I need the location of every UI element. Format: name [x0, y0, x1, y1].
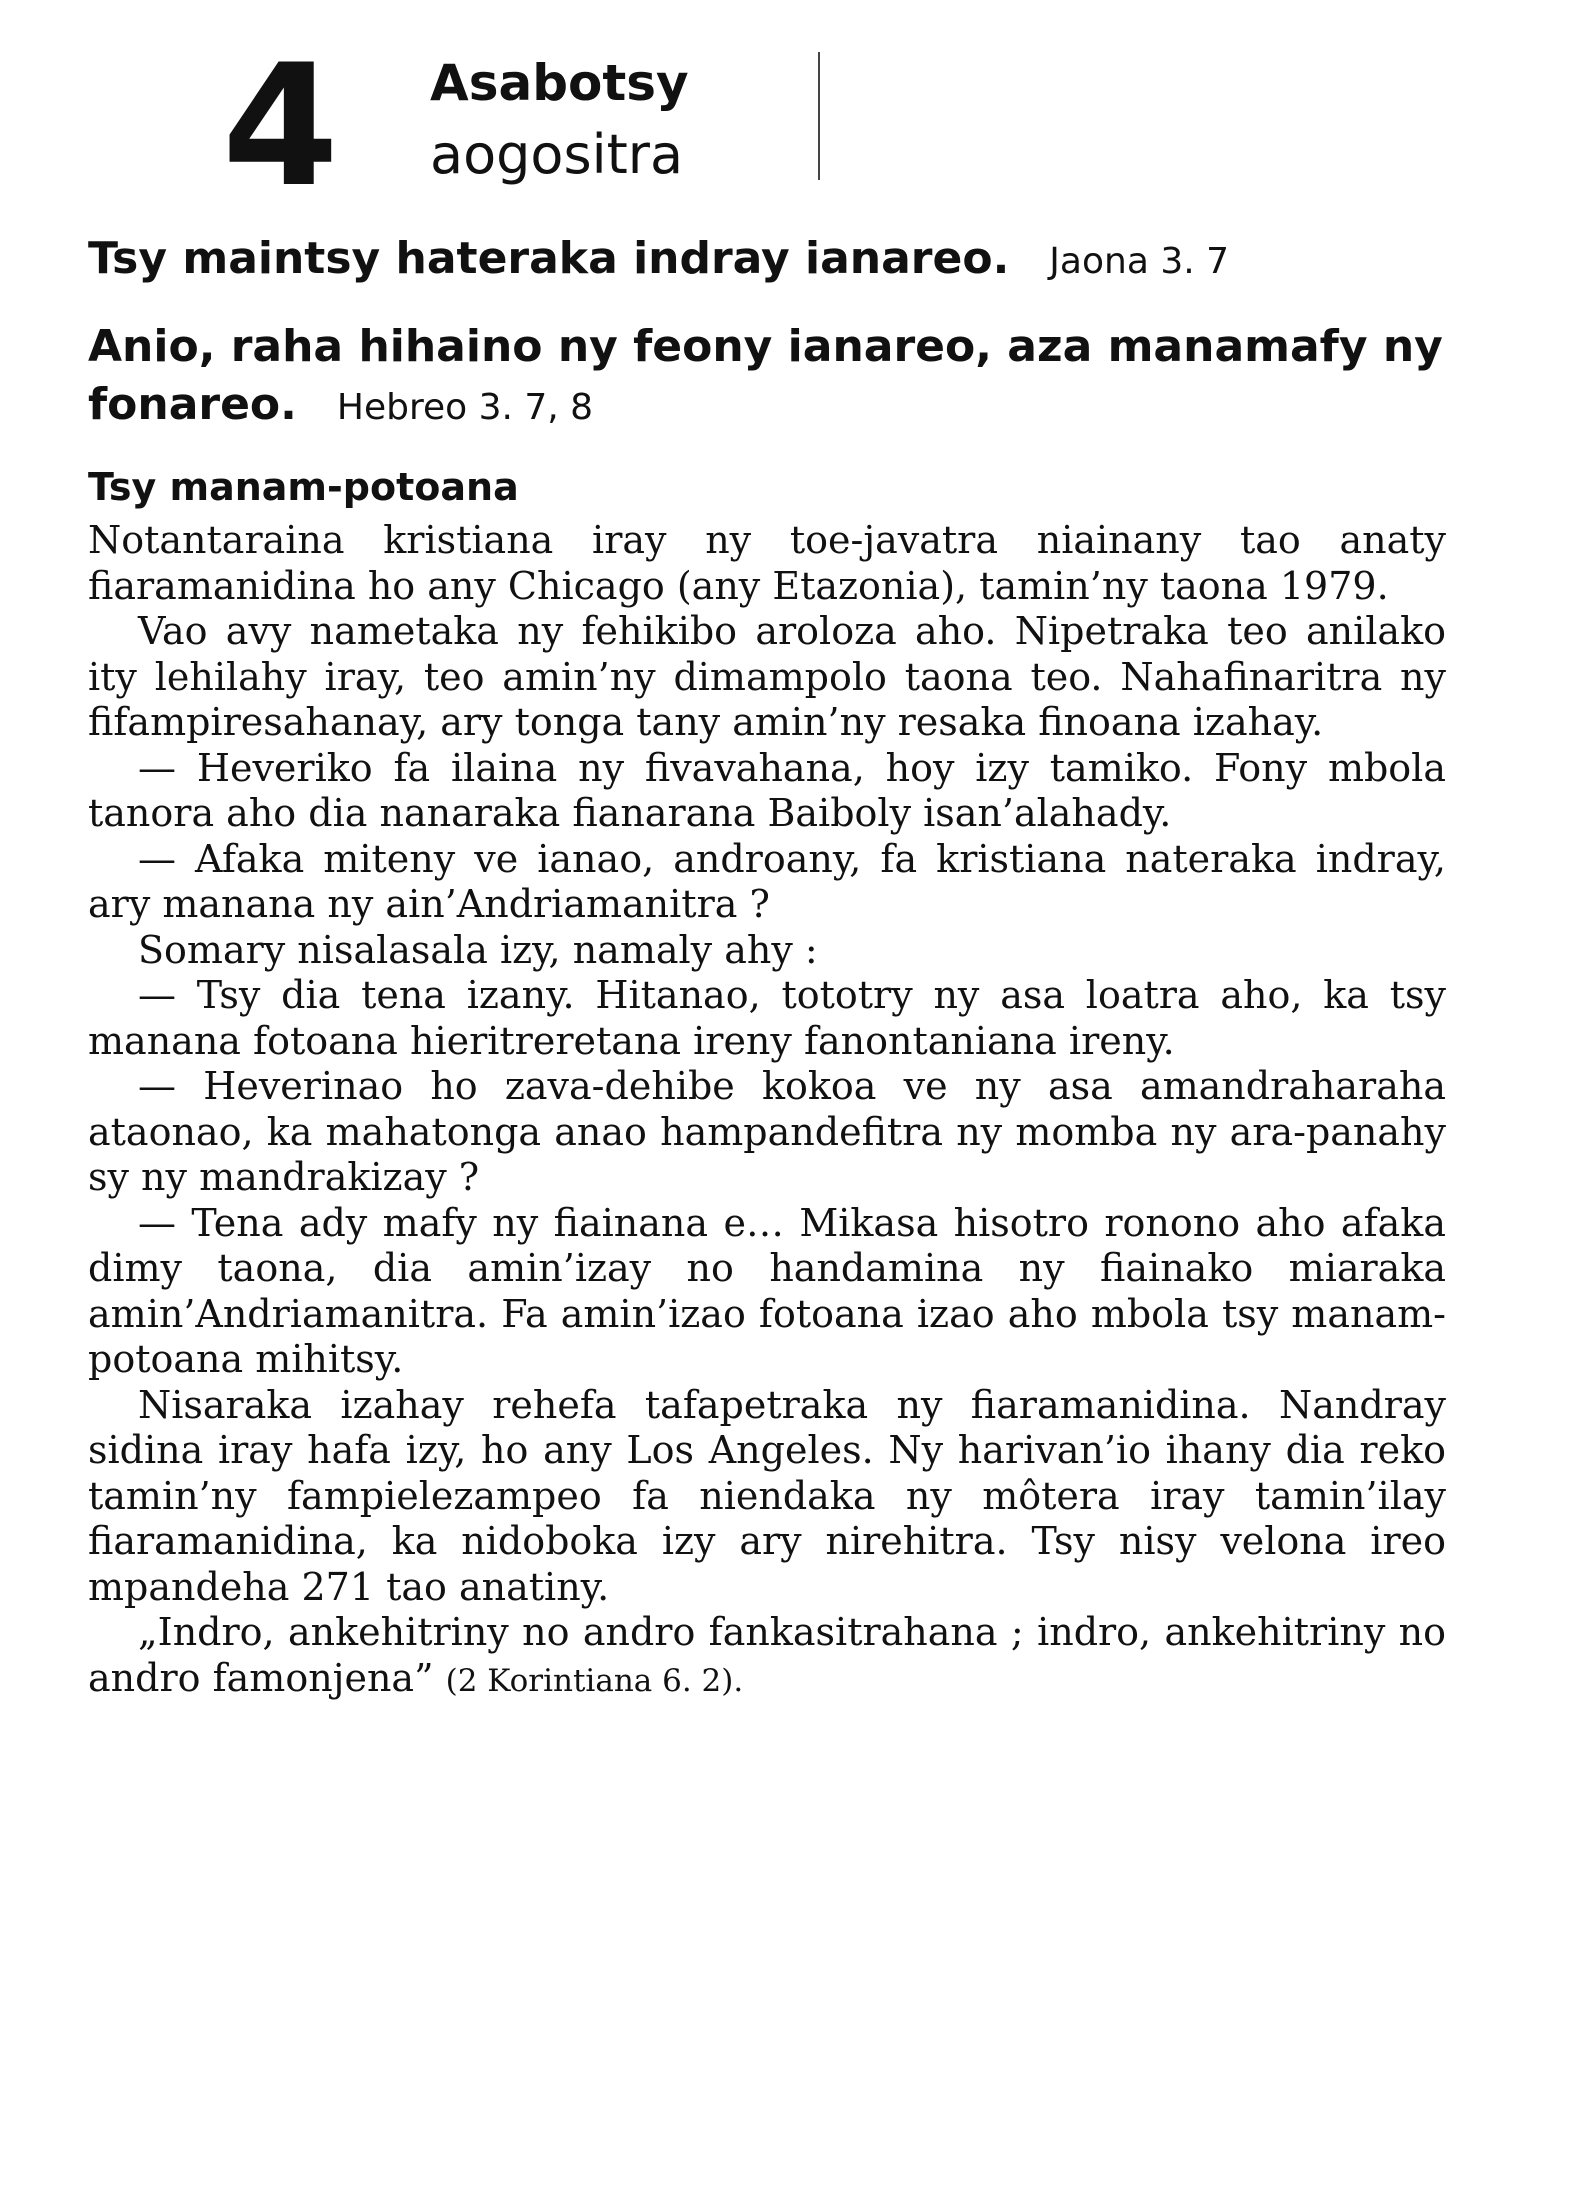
- paragraph: — Heveriko fa ilaina ny fivavahana, hoy izy tamiko. Fony mbola tanora aho dia nanaraka fianarana Baiboly isan’alahady.: [88, 745, 1446, 835]
- weekday: Asabotsy: [430, 54, 689, 112]
- paragraph: — Tena ady mafy ny fiainana e… Mikasa hisotro ronono aho afaka dimy taona, dia amin’izay no handamina ny fiainako miaraka amin’Andriamanitra. Fa amin’izao fotoana izao aho mbola tsy manam-potoana mihitsy.: [88, 1200, 1446, 1381]
- paragraph: Somary nisalasala izy, namaly ahy :: [138, 927, 818, 972]
- verse-2: [88, 318, 1448, 437]
- verse-1-reference: Jaona 3. 7: [1049, 241, 1230, 282]
- verse-2-reference: Hebreo 3. 7, 8: [336, 387, 594, 428]
- month: aogositra: [430, 123, 684, 186]
- paragraph: — Tsy dia tena izany. Hitanao, tototry ny asa loatra aho, ka tsy manana fotoana hieritreretana ireny fanontaniana ireny.: [88, 973, 1446, 1063]
- paragraph: Notantaraina kristiana iray ny toe-javatra niainany tao anaty fiaramanidina ho any Chicago (any Etazonia), tamin’ny taona 1979.: [88, 518, 1446, 608]
- paragraph: — Afaka miteny ve ianao, androany, fa kristiana nateraka indray, ary manana ny ain’Andriamanitra ?: [88, 836, 1446, 926]
- closing-quote: „Indro, ankehitriny no andro fankasitrahana ; indro, ankehitriny no andro famonjena”: [88, 1610, 1446, 1700]
- paragraph: Nisaraka izahay rehefa tafapetraka ny fiaramanidina. Nandray sidina iray hafa izy, ho any Los Angeles. Ny harivan’io ihany dia reko tamin’ny fampielezampeo fa niendaka ny môtera iray tamin’ilay fiaramanidina, ka nidoboka izy ary nirehitra. Tsy nisy velona ireo mpandeha 271 tao anatiny.: [88, 1382, 1446, 1609]
- verse-1-text: Tsy maintsy hateraka indray ianareo.: [88, 233, 1010, 284]
- header-divider: [818, 52, 820, 180]
- body-text: [88, 518, 1446, 1704]
- day-number: 4: [222, 28, 335, 224]
- verse-1: [88, 230, 1448, 291]
- section-title: Tsy manam-potoana: [88, 465, 519, 509]
- closing-paragraph: [88, 1610, 1446, 1704]
- verse-2-text: Anio, raha hihaino ny feony ianareo, aza manamafy ny fonareo.: [88, 321, 1443, 430]
- paragraph: — Heverinao ho zava-dehibe kokoa ve ny asa amandraharaha ataonao, ka mahatonga anao hampandefitra ny momba ny ara-panahy sy ny mandrakizay ?: [88, 1064, 1446, 1199]
- closing-citation: (2 Korintiana 6. 2).: [445, 1662, 744, 1699]
- paragraph: Vao avy nametaka ny fehikibo aroloza aho. Nipetraka teo anilako ity lehilahy iray, teo amin’ny dimampolo taona teo. Nahafinaritra ny fifampiresahanay, ary tonga tany amin’ny resaka finoana izahay.: [88, 609, 1446, 744]
